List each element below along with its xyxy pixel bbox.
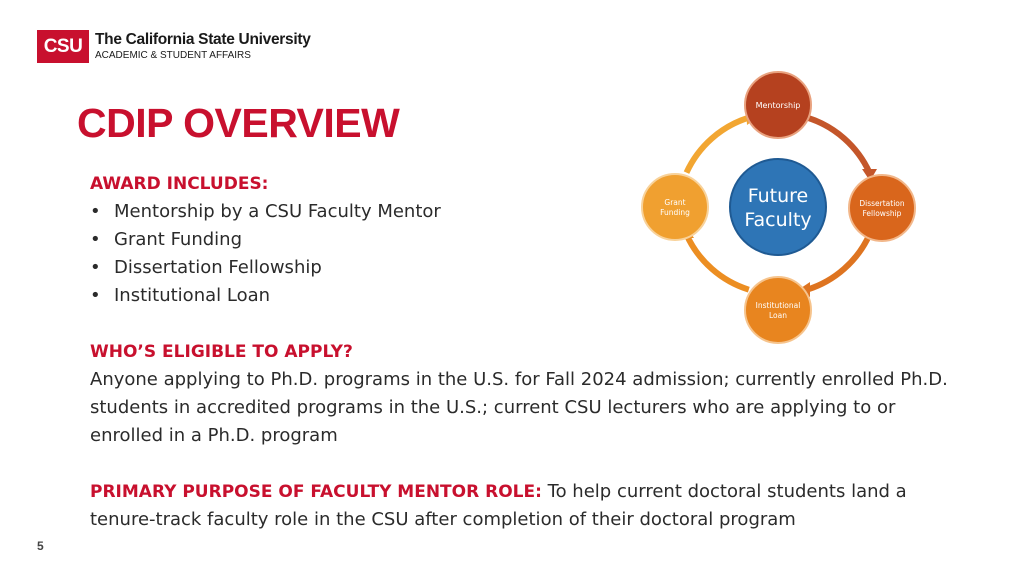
future-faculty-diagram: [634, 68, 934, 348]
grant-label-line1: Grant: [664, 198, 686, 207]
bullet-icon: •: [90, 201, 101, 222]
bullet-icon: •: [90, 285, 101, 306]
eligibility-text: Anyone applying to Ph.D. programs in the U.S. for Fall 2024 admission; currently enrolled Ph.D. students in accredited programs in the U.S.; current CSU lecturers who are applying to or enrolled in a Ph.D. program: [90, 369, 948, 446]
award-item-label: Institutional Loan: [114, 285, 271, 306]
fellowship-label-line2: Fellowship: [862, 209, 902, 218]
award-item-label: Grant Funding: [114, 229, 243, 250]
csu-logo: [37, 30, 311, 63]
logo-text: [95, 32, 311, 61]
center-node: [730, 159, 826, 255]
center-label-line1: Future: [747, 185, 809, 207]
center-label-line2: Faculty: [744, 209, 812, 231]
university-name: The California State University: [95, 31, 311, 49]
eligibility-heading: WHO’S ELIGIBLE TO APPLY?: [90, 342, 353, 362]
bullet-icon: •: [90, 257, 101, 278]
loan-label-line1: Institutional: [755, 301, 801, 310]
award-item-label: Dissertation Fellowship: [114, 257, 322, 278]
award-item-label: Mentorship by a CSU Faculty Mentor: [114, 201, 441, 222]
bullet-icon: •: [90, 229, 101, 250]
csu-logo-mark: CSU: [37, 30, 89, 63]
award-heading: AWARD INCLUDES:: [90, 174, 269, 194]
page-number: 5: [37, 539, 44, 553]
department-name: ACADEMIC & STUDENT AFFAIRS: [95, 49, 251, 61]
loan-node: [745, 277, 811, 343]
purpose-heading: PRIMARY PURPOSE OF FACULTY MENTOR ROLE:: [90, 482, 542, 502]
purpose-text: To help current doctoral students land a tenure-track faculty role in the CSU after completion of their doctoral program: [90, 481, 907, 530]
loan-label-line2: Loan: [769, 311, 787, 320]
fellowship-label-line1: Dissertation: [859, 199, 905, 208]
grant-label-line2: Funding: [660, 208, 690, 217]
slide-title: CDIP OVERVIEW: [77, 100, 400, 146]
mentorship-node: [745, 72, 811, 138]
mentorship-label: Mentorship: [755, 101, 801, 110]
grant-node: [642, 174, 708, 240]
fellowship-node: [849, 175, 915, 241]
purpose-paragraph: [90, 478, 960, 534]
